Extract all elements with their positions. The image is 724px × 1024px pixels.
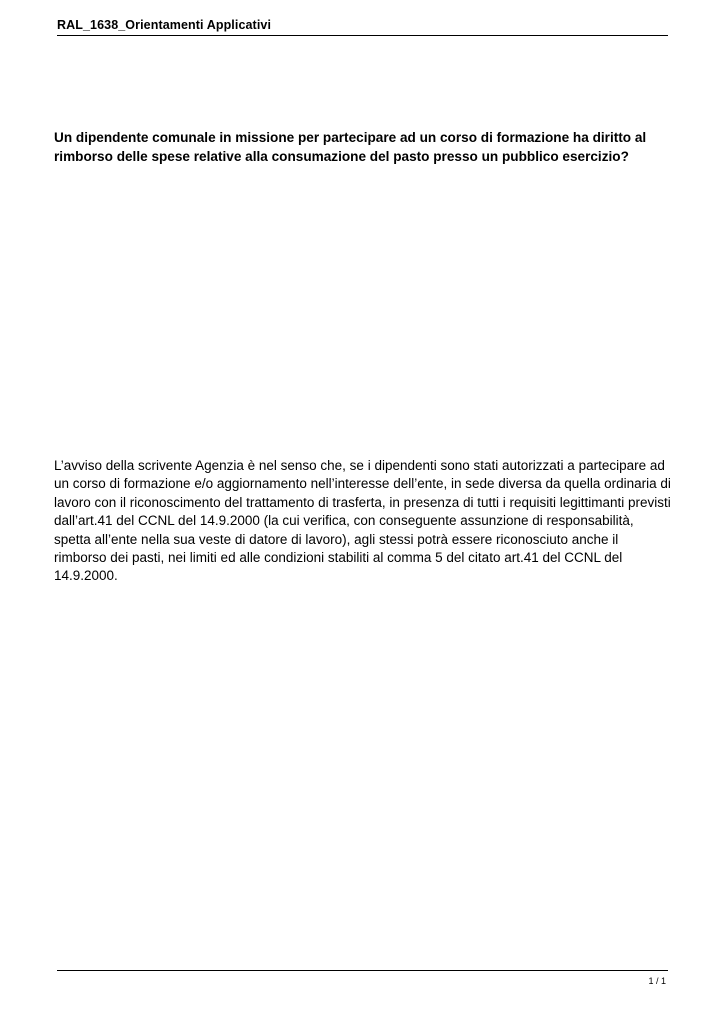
page-header <box>57 12 668 36</box>
question-text: Un dipendente comunale in missione per partecipare ad un corso di formazione ha diritto al rimborso delle spese relative alla consumazione del pasto presso un pubblico esercizio? <box>54 130 647 164</box>
page-footer <box>57 970 668 990</box>
answer-text: L’avviso della scrivente Agenzia è nel senso che, se i dipendenti sono stati autorizzati a partecipare ad un corso di formazione e/o aggiornamento nell’interesse dell’ente, in sede diversa da quella ordinaria di lavoro con il riconoscimento del trattamento di trasferta, in presenza di tutti i requisiti legittimanti previsti dall’art.41 del CCNL del 14.9.2000 (la cui verifica, con conseguente assunzione di responsabilità, spetta all’ente nella sua veste di datore di lavoro), agli stessi potrà essere riconosciuto anche il rimborso dei pasti, nei limiti ed alle condizioni stabiliti al comma 5 del citato art.41 del CCNL del 14.9.2000. <box>54 458 671 584</box>
document-title: RAL_1638_Orientamenti Applicativi <box>57 18 272 32</box>
footer-divider <box>57 970 668 971</box>
header-divider <box>57 35 668 36</box>
page-number: 1 / 1 <box>648 976 666 986</box>
